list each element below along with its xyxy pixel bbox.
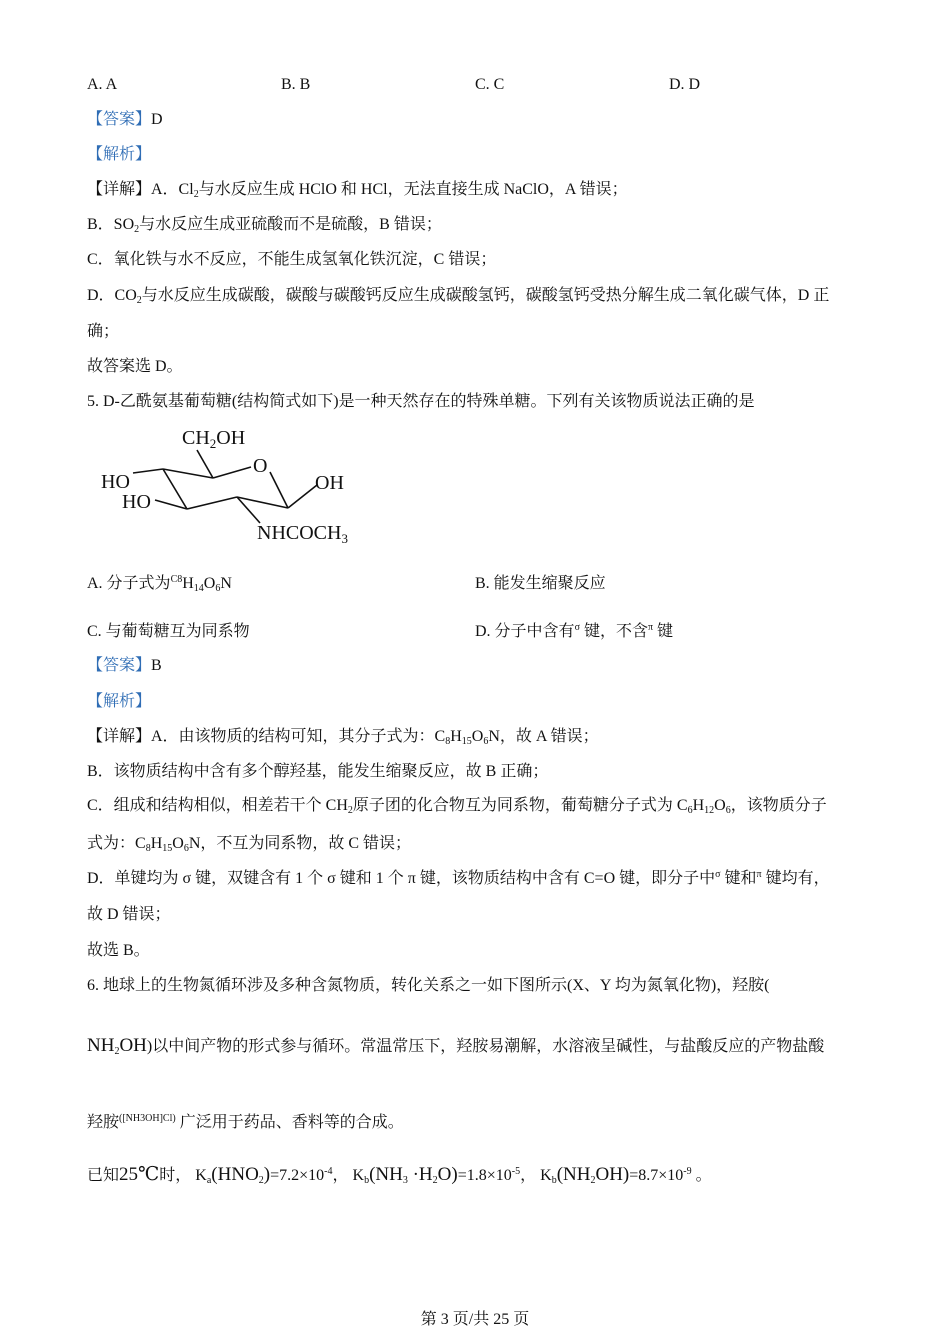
q5-line: [87, 834, 411, 854]
text-run: 广泛用于药品、香料等的合成。: [175, 1114, 404, 1131]
q6-line: [87, 1165, 712, 1186]
q4-line: [87, 357, 183, 377]
text-run: O: [203, 575, 216, 592]
subscript: b: [551, 1175, 557, 1186]
text-run: H: [692, 797, 705, 814]
formula-run: 25℃: [119, 1164, 160, 1185]
q5-stem: 5. D-乙酰氨基葡萄糖(结构简式如下)是一种天然存在的特殊单糖。下列有关该物质说法正确的是: [87, 393, 755, 410]
subscript: 14: [193, 583, 204, 594]
page-footer: 第 3 页/共 25 页: [420, 1311, 530, 1328]
text-run: O: [471, 728, 484, 745]
q4-line: [87, 322, 119, 342]
answer-tag: 【答案】: [87, 657, 152, 674]
subscript: 2: [432, 1175, 438, 1186]
q4-line: [87, 250, 496, 270]
superscript: -9: [683, 1166, 692, 1177]
formula-run: ·H: [407, 1164, 433, 1185]
text-run: 键: [653, 623, 674, 640]
q5-line: [87, 796, 827, 816]
text-run: 与水反应生成亚硫酸而不是硫酸，B 错误；: [139, 216, 442, 233]
q4-option-d: D. D: [669, 76, 701, 93]
text-run: C．氧化铁与水不反应，不能生成氢氧化铁沉淀，C 错误；: [87, 251, 497, 268]
superscript: C: [170, 574, 178, 585]
text-run: B．该物质结构中含有多个醇羟基，能发生缩聚反应，故 B 正确；: [87, 763, 549, 780]
formula-run: OH: [119, 1035, 147, 1056]
q4-line: [87, 286, 829, 306]
text-run: O: [714, 797, 726, 814]
q5-option-b: [475, 574, 606, 594]
text-run: 已知: [87, 1167, 120, 1184]
text-run: 式为：C: [87, 835, 146, 852]
q5-option-c: [87, 622, 250, 642]
formula-run: (HNO: [211, 1164, 259, 1185]
superscript: π: [756, 869, 762, 880]
text-run: =1.8×10: [457, 1167, 512, 1184]
text-run: 故答案选 D。: [87, 358, 183, 375]
subscript: 2: [134, 224, 140, 235]
superscript: 3: [140, 1113, 146, 1124]
text-run: 6. 地球上的生物氮循环涉及多种含氮物质，转化关系之一如下图所示(X、Y 均为氮氧化物)，羟胺(: [87, 977, 770, 994]
text-run: O: [172, 835, 184, 852]
q4-line: [87, 180, 628, 200]
formula-run: (NH: [369, 1164, 403, 1185]
text-run: B．SO: [87, 216, 135, 233]
subscript: 8: [145, 843, 151, 854]
q5-line: [87, 869, 830, 889]
subscript: 2: [136, 295, 142, 306]
subscript: 6: [483, 736, 489, 747]
text-run: D．CO: [87, 287, 137, 304]
q4-analysis-tag: 【解析】: [87, 146, 152, 163]
text-run: B. 能发生缩聚反应: [475, 575, 606, 592]
text-run: 【详解】A．由该物质的结构可知，其分子式为：C: [87, 728, 446, 745]
q6-line: [87, 1036, 824, 1057]
q5-line: [87, 905, 171, 925]
superscript: -4: [324, 1166, 333, 1177]
subscript: 6: [215, 583, 221, 594]
superscript: OH]Cl): [145, 1113, 176, 1124]
text-run: 确；: [87, 323, 120, 340]
q5-option-d: [475, 622, 673, 642]
text-run: N，故 A 错误；: [488, 728, 599, 745]
text-run: A. 分子式为: [87, 575, 171, 592]
superscript: π: [647, 622, 654, 633]
text-run: 羟胺: [87, 1114, 120, 1131]
formula-run: (NH: [556, 1164, 591, 1185]
subscript: 2: [193, 189, 199, 200]
q6-line: [87, 1113, 404, 1133]
text-run: )以中间产物的形式参与循环。常温常压下，羟胺易潮解，水溶液呈碱性，与盐酸反应的产物盐酸: [146, 1038, 825, 1055]
subscript: 12: [704, 805, 715, 816]
text-run: 故选 B。: [87, 942, 150, 959]
q4-option-a: A. A: [87, 76, 118, 93]
q5-line: [87, 727, 599, 747]
text-run: 与水反应生成 HClO 和 HCl，无法直接生成 NaClO，A 错误；: [198, 181, 628, 198]
text-run: 【详解】A．Cl: [87, 181, 194, 198]
text-run: H: [150, 835, 163, 852]
text-run: =7.2×10: [270, 1167, 325, 1184]
formula-run: NH: [87, 1035, 115, 1056]
text-run: 键均有，: [761, 870, 830, 887]
nhcoch3-label: $NHCOCH_3$: [257, 522, 348, 546]
superscript: σ: [715, 869, 721, 880]
subscript: 8: [445, 736, 451, 747]
subscript: a: [206, 1175, 212, 1186]
text-run: 键和: [720, 870, 757, 887]
answer-value: D: [151, 111, 163, 128]
subscript: 2: [258, 1175, 264, 1186]
text-run: ，该物质分子: [730, 797, 827, 814]
formula-run: O): [437, 1164, 458, 1185]
structure-diagram: [80, 420, 380, 550]
text-run: 与水反应生成碳酸，碳酸与碳酸钙反应生成碳酸氢钙，碳酸氢钙受热分解生成二氧化碳气体，D 正: [141, 287, 830, 304]
text-run: H: [182, 575, 194, 592]
text-run: D. 分子中含有: [475, 623, 575, 640]
subscript: 15: [461, 736, 472, 747]
superscript: -5: [511, 1166, 521, 1177]
answer-value: B: [151, 657, 162, 674]
text-run: 故 D 错误；: [87, 906, 171, 923]
ring-oxygen-label: O: [253, 455, 268, 477]
superscript: 8: [177, 574, 183, 585]
oh-label: OH: [315, 472, 344, 494]
subscript: 6: [183, 843, 189, 854]
text-run: D．单键均为 σ 键，双键含有 1 个 σ 键和 1 个 π 键，该物质结构中含有 C=O 键，即分子中: [87, 870, 716, 887]
ho-label-1: HO: [101, 471, 130, 493]
text-run: 键，不含: [579, 623, 648, 640]
subscript: b: [364, 1175, 370, 1186]
text-run: =8.7×10: [629, 1167, 684, 1184]
text-run: 原子团的化合物互为同系物，葡萄糖分子式为 C: [352, 797, 688, 814]
superscript: σ: [574, 622, 580, 633]
q5-analysis-tag: 【解析】: [87, 693, 152, 710]
subscript: 2: [590, 1175, 596, 1186]
q4-line: [87, 215, 442, 235]
text-run: C. 与葡萄糖互为同系物: [87, 623, 250, 640]
formula-run: OH): [595, 1164, 630, 1185]
q5-line: [87, 941, 150, 961]
q5-line: [87, 762, 548, 782]
q4-option-c: C. C: [475, 76, 505, 93]
formula-run: ): [263, 1164, 271, 1185]
ho-label-2: HO: [122, 491, 151, 513]
subscript: 15: [162, 843, 173, 854]
text-run: 时， K: [159, 1167, 207, 1184]
superscript: ([NH: [119, 1113, 141, 1124]
subscript: 6: [687, 805, 693, 816]
subscript: 3: [402, 1175, 408, 1186]
text-run: N，不互为同系物，故 C 错误；: [188, 835, 412, 852]
q5-answer: [87, 656, 162, 676]
text-run: ， K: [332, 1167, 365, 1184]
q4-answer: [87, 110, 163, 130]
text-run: 。: [691, 1167, 712, 1184]
q5-option-a: [87, 574, 232, 594]
text-run: N: [220, 575, 232, 592]
subscript: 2: [347, 805, 353, 816]
text-run: H: [450, 728, 462, 745]
ring-bonds: [133, 450, 317, 523]
text-run: C．组成和结构相似，相差若干个 CH: [87, 797, 348, 814]
answer-tag: 【答案】: [87, 111, 152, 128]
q4-option-b: B. B: [281, 76, 311, 93]
text-run: ， K: [520, 1167, 552, 1184]
subscript: 2: [114, 1046, 120, 1057]
q6-line: [87, 976, 770, 996]
subscript: 6: [725, 805, 731, 816]
ch2oh-label: $CH_2OH$: [182, 427, 246, 451]
